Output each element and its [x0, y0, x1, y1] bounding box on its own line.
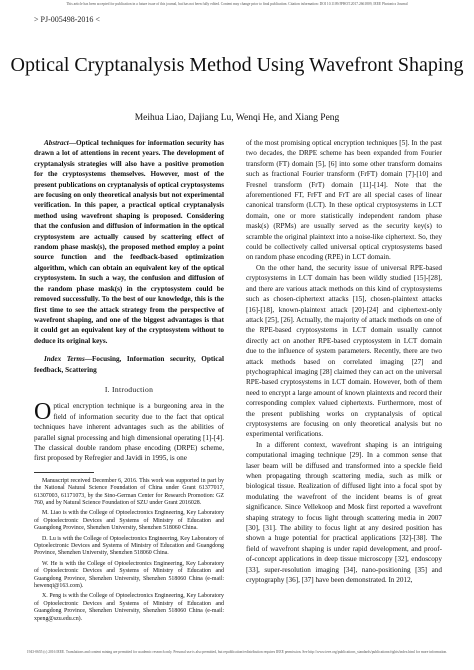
footnote-author-liao: M. Liao is with the College of Optoelectronics Engineering, Key Laboratory of Optoelectronic Devices and Systems of Ministry of Education and Guangdong Province, Shenzhen University, Shenzhen 518060 China. [34, 510, 224, 532]
drop-cap: O [34, 399, 52, 426]
accepted-notice: This article has been accepted for publication in a future issue of this journal, but has not been fully edited. Content may change prior to final publication. Citation information: DOI 10.1109/JPHOT.2017.2661809, IEEE Photonics Journal [66, 2, 408, 6]
intro-text: ptical encryption technique is a burgeoning area in the field of information security due to the fact that optical techniques have inherent advantages such as the abilities of parallel signal processing and high dimensional operating [1]-[4]. The classical double random phase encoding (DRPE) scheme, first proposed by Refregier and Javidi in 1995, is one [34, 402, 224, 463]
index-terms-text: —Focusing, Information security, Optical feedback, Scattering [34, 355, 224, 374]
body-paragraph: On the other hand, the security issue of universal RPE-based cryptosystems in LCT domain has been wildly studied [15]-[28], and there are various attack methods on this kind of cryptosystems such as chosen-ciphertext attacks [15], chosen-plaintext attacks [16]-[18], known-plaintext attack [20]-[24] and ciphertext-only attack [25], [26]. Actually, the majority of attack methods on one of the RPE-based cryptosystems in LCT domain usually cannot directly act on another RPE-based cryptosystem in LCT domain due to the influence of system parameters. Recently, there are two attack methods based on correlated imaging [27] and ptychographical imaging [28] claimed they can act on the universal RPE-based cryptosystems in LCT domain. However, both of them need to encrypt a large amount of known plaintexts and record their corresponding complex valued ciphertexts. Furthermore, most of the present publishing works on cryptanalysis of optical cryptosystems are focusing on only theoretical analysis but no experimental verifications. [246, 263, 442, 439]
footnote-author-peng: X. Peng is with the College of Optoelectronics Engineering, Key Laboratory of Optoelectronic Devices and Systems of Ministry of Education and Guangdong Province, Shenzhen University, Shenzhen 518060 China (e-mail: xpeng@szu.edu.cn). [34, 593, 224, 622]
body-paragraph: In a different context, wavefront shaping is an intriguing computational imaging technique [29]. In a common sense that laser beam will be diffused and transformed into a speckle field when propagating through scattering media, such as milk or biological tissue. Realization of diffused light into a focal spot by modulating the wavefront of the incident beams is of great significance. Since Vellekoop and Mosk first reported a wavefront shaping strategy to focus light through scattering media in 2007 [30], [31]. The ability to focus light at any desired position has shown a huge potential for practical applications [32]-[38]. The field of wavefront shaping is under rapid development, and proof-of-concept applications in deep tissue microscopy [32], endoscopy [33], super-resolution imaging [34], nano-positioning [35] and cryptography [36], [37] have been demonstrated. In 2012, [246, 440, 442, 585]
paper-title: Optical Cryptanalysis Method Using Wavefront Shaping [10, 54, 464, 76]
index-terms [34, 354, 224, 375]
footnote-funding: Manuscript received December 6, 2016. This work was supported in part by the National Natural Science Foundation of China under Grant 61377017, 61307003, 61171073, by the Sino-German Center for Research Promotion: GZ 760, and by Natural Science Foundation of SZU under Grant 2016028. [34, 477, 224, 506]
author-list: Meihua Liao, Dajiang Lu, Wenqi He, and Xiang Peng [134, 113, 340, 123]
right-column [246, 138, 442, 585]
intro-paragraph [34, 401, 224, 463]
footnote-divider [34, 472, 94, 473]
footnote-author-lu: D. Lu is with the College of Optoelectronics Engineering, Key Laboratory of Optoelectronic Devices and Systems of Ministry of Education and Guangdong Province, Shenzhen University, Shenzhen 518060 China. [34, 535, 224, 557]
section-heading: I. Introduction [104, 384, 154, 394]
abstract-lead: Abstract [44, 139, 69, 147]
index-terms-lead: Index Terms [44, 355, 85, 364]
left-column [34, 138, 224, 626]
copyright-notice: 1943-0655 (c) 2016 IEEE. Translations and content mining are permitted for academic research only. Personal use is also permitted, but republication/redistribution requires IEEE permission. See http://www.ieee.org/publications_standards/publications/rights/index.html for more information. [26, 650, 448, 654]
footnote-author-he: W. He is with the College of Optoelectronics Engineering, Key Laboratory of Optoelectronic Devices and Systems of Ministry of Education and Guangdong Province, Shenzhen University, Shenzhen 518060 China (e-mail: hewenqi@163.com). [34, 560, 224, 590]
abstract-text: —Optical techniques for information security has drawn a lot of attentions in recent years. The development of cryptanalysis strategies will also have a positive promotion for the cryptosystems themselves. However, most of the present publications on cryptanalysis of optical cryptosystems are focusing on only theoretical analysis but not experimental verification. In this paper, a practical optical cryptanalysis method using wavefront shaping is proposed. Considering that the confusion and diffusion of information in the optical cryptosystem are actually caused by scattering effect of random phase mask(s), the proposed method employ a point source function and the feedback-based optimization algorithm, which can obtain an equivalent key of the optical cryptosystem. In such a way, the confusion and diffusion of the random phase mask(s) in the cryptosystem could be removed successfully. To the best of our knowledge, this is the first time to see the attack strategy from the perspective of wavefront shaping, and one of the biggest advantages is that it could get an equivalent key of the cryptosystem without to deduce its original keys. [34, 139, 224, 345]
manuscript-id: > PJ-005498-2016 < [34, 15, 100, 24]
abstract [34, 138, 224, 346]
body-paragraph: of the most promising optical encryption techniques [5]. In the past two decades, the DRPE scheme has been expanded from Fourier transform (FT) domain [5], [6] into some other transform domains such as fractional Fourier transform (FrFT) domain [7]-[10] and Fresnel transform (FrT) domain [11]-[14]. Note that the aforementioned FT, FrFT and FrT are all special cases of linear canonical transform (LCT). In these optical cryptosystems in LCT domain, one or more statistically independent random phase mask(s) (RPMs) are usually served as the security key(s) to scramble the original plaintext into a noise-like ciphertext. So, they could be collectively called universal optical cryptosystems based on random phase encoding (RPE) in LCT domain. [246, 139, 442, 262]
